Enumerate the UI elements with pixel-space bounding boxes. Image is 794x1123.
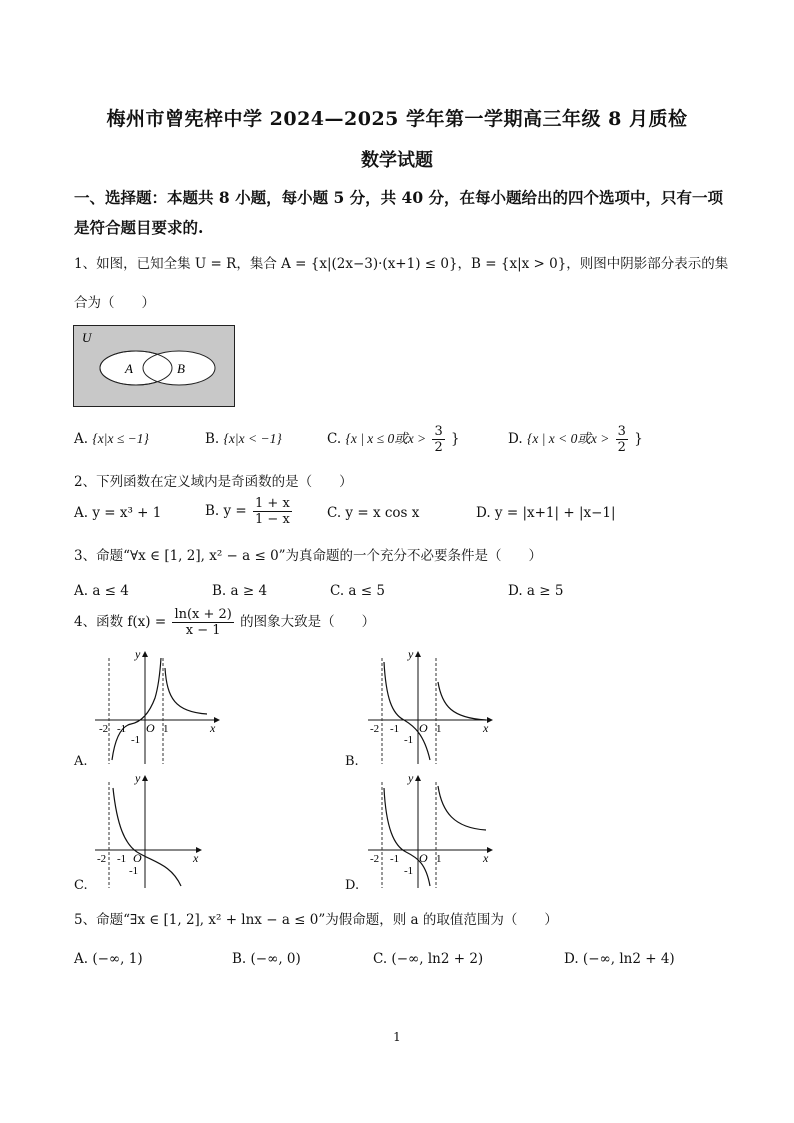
q1-stem-line1: 1、如图，已知全集 U = R，集合 A = {x|(2x−3)·(x+1) ≤ 0}，B = {x|x > 0}，则图中阴影部分表示的集 <box>74 256 729 272</box>
q1-stem-line2: 合为（ ） <box>74 295 155 311</box>
svg-text:x: x <box>483 851 489 865</box>
exam-title: 梅州市曾宪梓中学 2024—2025 学年第一学期高三年级 8 月质检 <box>106 108 688 130</box>
svg-text:-1: -1 <box>404 865 414 877</box>
svg-text:-1: -1 <box>390 853 400 865</box>
svg-text:O: O <box>146 721 155 735</box>
q2-option-b-prefix: B. y = <box>205 503 247 519</box>
q4-stem-fraction: $\frac{\ln(x + 2)}{x - 1}$ <box>174 607 232 638</box>
q2-stem: 2、下列函数在定义域内是奇函数的是（ ） <box>74 474 353 490</box>
svg-text:-1: -1 <box>404 734 414 746</box>
svg-text:x: x <box>210 721 216 735</box>
q4-stem: 4、函数 f(x) = $\frac{\ln(x + 2)}{x - 1}$ 的图象大致是（ ） <box>74 607 376 638</box>
graph-c[interactable] <box>95 772 225 890</box>
svg-text:-2: -2 <box>370 853 380 865</box>
q1-option-d[interactable]: D. {x | x < 0或x > $\frac{3}{2}$ } <box>508 424 643 455</box>
q2-option-b-fraction: $\frac{1 + x}{1 - x}$ <box>255 496 290 527</box>
svg-text:1: 1 <box>163 723 169 735</box>
svg-text:O: O <box>419 851 428 865</box>
svg-text:-1: -1 <box>117 853 127 865</box>
q3-option-c[interactable]: C. a ≤ 5 <box>330 583 385 599</box>
q2-option-d[interactable]: D. y = |x+1| + |x−1| <box>476 505 616 521</box>
section-heading-line1: 一、选择题：本题共 8 小题，每小题 5 分，共 40 分，在每小题给出的四个选项中，只有一项 <box>74 188 724 207</box>
q1-option-a-label: A. <box>74 431 89 447</box>
svg-text:y: y <box>408 772 414 785</box>
q1-option-a-text: {x|x ≤ −1} <box>92 431 149 446</box>
svg-text:-2: -2 <box>370 723 380 735</box>
q2-option-a[interactable]: A. y = x³ + 1 <box>74 505 162 521</box>
graph-b[interactable] <box>368 648 498 766</box>
svg-text:1: 1 <box>436 853 442 865</box>
graph-c-label: C. <box>74 878 88 893</box>
q5-option-b[interactable]: B. (−∞, 0) <box>232 951 301 967</box>
svg-text:x: x <box>193 851 199 865</box>
svg-text:-1: -1 <box>117 723 127 735</box>
q2-option-c[interactable]: C. y = x cos x <box>327 505 420 521</box>
graph-a[interactable] <box>95 648 225 766</box>
graph-d[interactable] <box>368 772 498 890</box>
svg-text:y: y <box>408 648 414 661</box>
q2-option-b[interactable] <box>205 496 294 527</box>
svg-text:-1: -1 <box>390 723 400 735</box>
svg-text:-1: -1 <box>129 865 139 877</box>
section-heading-line2: 是符合题目要求的. <box>74 218 204 237</box>
svg-text:O: O <box>419 721 428 735</box>
q1-option-b-label: B. <box>205 431 220 447</box>
q1-option-a[interactable] <box>74 431 149 447</box>
q1-option-d-fraction: $\frac{3}{2}$ <box>617 424 626 455</box>
venn-universe-label: U <box>82 330 92 345</box>
q1-option-c-text: {x | x ≤ 0或x > <box>345 431 427 446</box>
graph-a-label: A. <box>74 754 88 769</box>
q3-option-a[interactable]: A. a ≤ 4 <box>74 583 129 599</box>
graph-d-label: D. <box>345 878 360 893</box>
q5-option-d[interactable]: D. (−∞, ln2 + 4) <box>564 951 675 967</box>
q1-option-b[interactable] <box>205 431 282 447</box>
venn-set-b-label: B <box>177 361 185 376</box>
q5-option-c[interactable]: C. (−∞, ln2 + 2) <box>373 951 484 967</box>
svg-text:y: y <box>135 772 141 785</box>
graph-b-label: B. <box>345 754 359 769</box>
svg-text:x: x <box>483 721 489 735</box>
exam-subtitle: 数学试题 <box>361 150 433 171</box>
venn-set-a-label: A <box>125 361 133 376</box>
svg-text:y: y <box>135 648 141 661</box>
svg-text:O: O <box>133 851 142 865</box>
q1-option-c-label: C. <box>327 431 342 447</box>
svg-text:-2: -2 <box>97 853 107 865</box>
svg-text:-1: -1 <box>131 734 141 746</box>
venn-diagram <box>73 325 235 407</box>
svg-text:1: 1 <box>436 723 442 735</box>
q3-option-d[interactable]: D. a ≥ 5 <box>508 583 564 599</box>
q3-stem: 3、命题“∀x ∈ [1, 2], x² − a ≤ 0”为真命题的一个充分不必要条件是（ ） <box>74 548 543 564</box>
q5-option-a[interactable]: A. (−∞, 1) <box>74 951 143 967</box>
q1-option-d-text: {x | x < 0或x > <box>526 431 610 446</box>
svg-text:-2: -2 <box>99 723 109 735</box>
q1-option-b-text: {x|x < −1} <box>223 431 282 446</box>
q5-stem: 5、命题“∃x ∈ [1, 2], x² + lnx − a ≤ 0”为假命题，则 a 的取值范围为（ ） <box>74 912 558 928</box>
q1-option-d-label: D. <box>508 431 523 447</box>
q1-option-c[interactable]: C. {x | x ≤ 0或x > $\frac{3}{2}$ } <box>327 424 460 455</box>
q1-option-c-fraction: $\frac{3}{2}$ <box>434 424 443 455</box>
page-number: 1 <box>393 1030 401 1044</box>
q3-option-b[interactable]: B. a ≥ 4 <box>212 583 268 599</box>
